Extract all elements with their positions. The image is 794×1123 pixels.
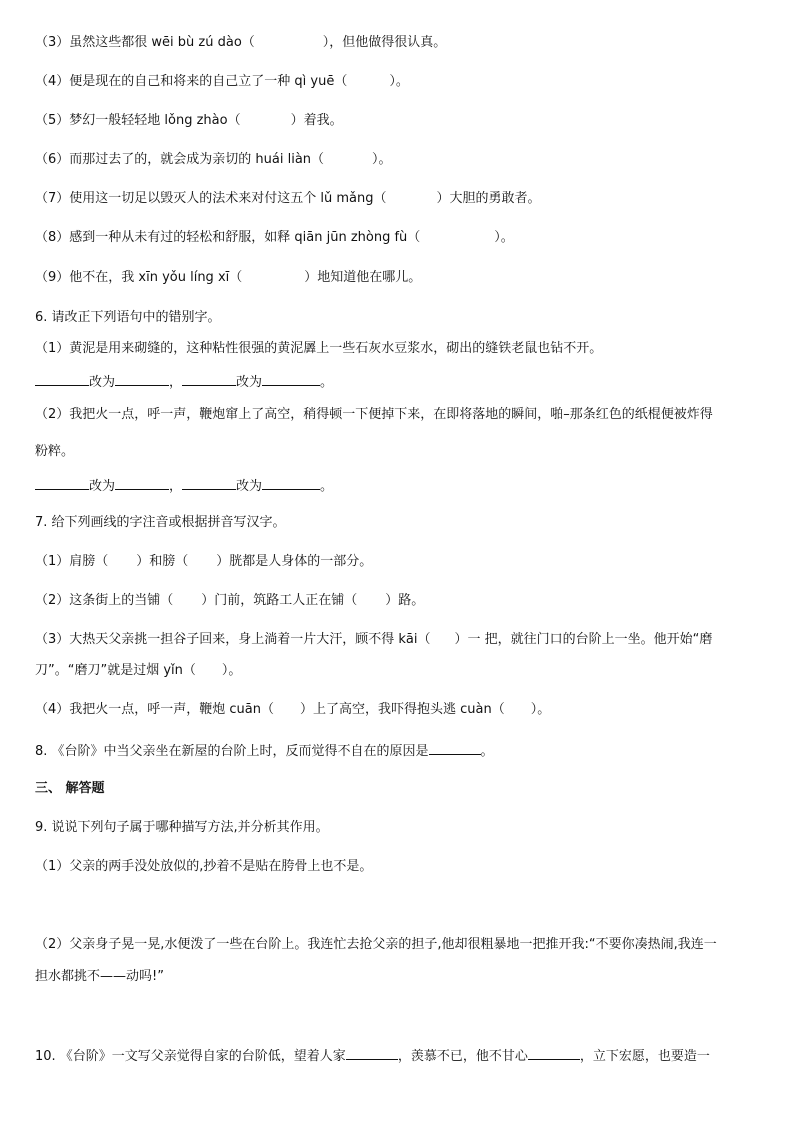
q5-item-8-end: ）。 (494, 230, 514, 245)
q9-sentence-1: （1）父亲的两手没处放似的,抄着不是贴在胯骨上也不是。 (35, 859, 373, 874)
q10-text: 10. 《台阶》一文写父亲觉得自家的台阶低，望着人家 (35, 1049, 346, 1064)
q7-text: ）上了高空，我吓得抱头逃 cuàn（ (300, 702, 505, 717)
q5-item-4-end: ）。 (389, 74, 409, 89)
answer-blank[interactable] (115, 478, 169, 490)
q7-line-1 (35, 555, 765, 568)
q8-end: 。 (480, 744, 494, 759)
q8-text: 8. 《台阶》中当父亲坐在新屋的台阶上时，反而觉得不自在的原因是 (35, 744, 429, 759)
q10-line (35, 1048, 765, 1063)
q7-text: ）一 把，就往门口的台阶上一坐。他开始“磨 (454, 632, 713, 647)
q5-item-9-end: ）地知道他在哪儿。 (304, 270, 422, 285)
q5-item-3 (35, 36, 765, 49)
q5-item-6-end: ）。 (372, 152, 392, 167)
change-word: 改为 (89, 375, 116, 390)
q6-answer-row-1 (35, 374, 765, 389)
q7-text: （1）肩膀（ (35, 554, 109, 569)
q7-line-2 (35, 594, 765, 607)
period: 。 (320, 479, 334, 494)
answer-blank[interactable] (346, 1048, 398, 1060)
q10-text: ，羡慕不已，他不甘心 (397, 1049, 528, 1064)
q7-text: ）和膀（ (136, 554, 189, 569)
q7-text: （2）这条街上的当铺（ (35, 593, 174, 608)
q5-item-9 (35, 271, 765, 284)
change-word: 改为 (89, 479, 116, 494)
answer-blank[interactable] (35, 374, 89, 386)
q5-item-7 (35, 192, 765, 205)
q5-item-8 (35, 231, 765, 244)
answer-blank[interactable] (528, 1048, 580, 1060)
q5-item-5-end: ）着我。 (290, 113, 343, 128)
q7-text: ）路。 (385, 593, 425, 608)
q6-title: 6. 请改正下列语句中的错别字。 (35, 310, 221, 325)
q7-line-3 (35, 633, 765, 646)
q5-item-8-text: （8）感到一种从未有过的轻松和舒服，如释 qiān jūn zhòng fù（ (35, 230, 421, 245)
q5-item-3-end: ），但他做得很认真。 (322, 35, 447, 50)
answer-blank[interactable] (429, 743, 481, 755)
q6-answer-row-2 (35, 478, 765, 493)
q7-text: （3）大热天父亲挑一担谷子回来，身上淌着一片大汗，顾不得 kāi（ (35, 632, 431, 647)
q10-text: ，立下宏愿，也要造一 (579, 1049, 710, 1064)
q5-item-5-text: （5）梦幻一般轻轻地 lǒng zhào（ (35, 113, 241, 128)
q7-title: 7. 给下列画线的字注音或根据拼音写汉字。 (35, 515, 286, 530)
change-word: 改为 (236, 479, 263, 494)
q7-line-3-cont (35, 664, 765, 677)
answer-blank[interactable] (182, 374, 236, 386)
q7-text: ）胱都是人身体的一部分。 (216, 554, 373, 569)
q7-text: 刀”。“磨刀”就是过烟 yǐn（ (35, 663, 196, 678)
q5-item-4-text: （4）便是现在的自己和将来的自己立了一种 qì yuē（ (35, 74, 348, 89)
q7-text: ）。 (221, 663, 242, 678)
section-heading: 三、 解答题 (35, 781, 105, 796)
q9-sentence-2-cont: 担水都挑不——动吗!” (35, 969, 164, 984)
q5-item-7-text: （7）使用这一切足以毁灭人的法术来对付这五个 lǔ mǎng（ (35, 191, 387, 206)
q7-text: ）门前，筑路工人正在铺（ (201, 593, 358, 608)
q5-item-5 (35, 114, 765, 127)
q5-item-4 (35, 75, 765, 88)
comma: ， (169, 479, 183, 494)
answer-blank[interactable] (115, 374, 169, 386)
q6-sentence-2: （2）我把火一点，呼一声，鞭炮窜上了高空，稍得顿一下便掉下来，在即将落地的瞬间，啪–那条红色的纸棍便被炸得 (35, 407, 713, 422)
change-word: 改为 (236, 375, 263, 390)
answer-blank[interactable] (182, 478, 236, 490)
answer-blank[interactable] (35, 478, 89, 490)
q6-sentence-1: （1）黄泥是用来砌缝的，这种粘性很强的黄泥羼上一些石灰水豆浆水，砌出的缝铁老鼠也钻不开。 (35, 341, 603, 356)
q9-sentence-2: （2）父亲身子晃一晃,水便泼了一些在台阶上。我连忙去抢父亲的担子,他却很粗暴地一把推开我:“不要你凑热闹,我连一 (35, 937, 717, 952)
q5-item-3-text: （3）虽然这些都很 wēi bù zú dào（ (35, 35, 255, 50)
q7-line-4 (35, 703, 765, 716)
q8-line (35, 743, 765, 758)
q7-text: ）。 (530, 702, 551, 717)
q5-item-7-end: ）大胆的勇敢者。 (436, 191, 541, 206)
q9-title: 9. 说说下列句子属于哪种描写方法,并分析其作用。 (35, 820, 329, 835)
q6-sentence-2-cont: 粉粹。 (35, 444, 75, 459)
answer-blank[interactable] (262, 478, 320, 490)
period: 。 (320, 375, 334, 390)
q5-item-6-text: （6）而那过去了的，就会成为亲切的 huái liàn（ (35, 152, 325, 167)
comma: ， (169, 375, 183, 390)
answer-blank[interactable] (262, 374, 320, 386)
q7-text: （4）我把火一点，呼一声，鞭炮 cuān（ (35, 702, 274, 717)
q5-item-9-text: （9）他不在，我 xīn yǒu líng xī（ (35, 270, 243, 285)
q5-item-6 (35, 153, 765, 166)
